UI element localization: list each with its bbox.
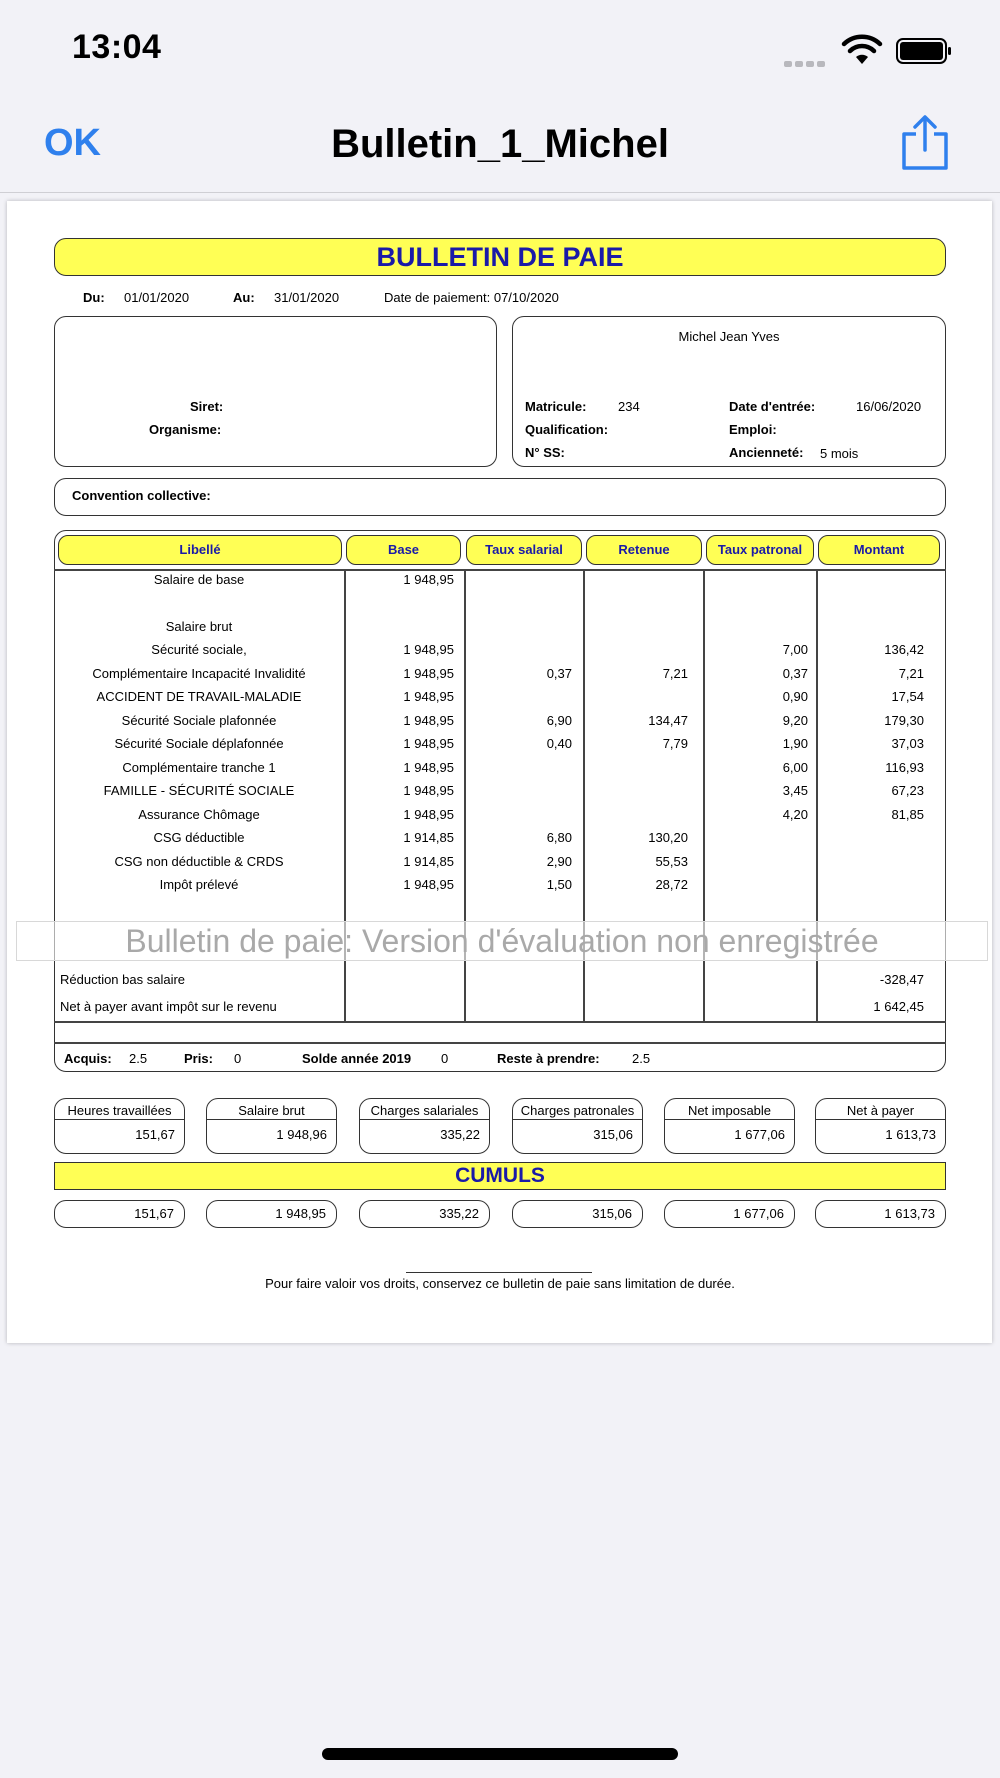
cumul-value: 1 948,95 xyxy=(206,1200,337,1228)
employee-name: Michel Jean Yves xyxy=(678,329,780,344)
cumul-value: 335,22 xyxy=(359,1200,490,1228)
status-time: 13:04 xyxy=(72,28,162,66)
matricule-label: Matricule: xyxy=(525,399,587,414)
navigation-bar xyxy=(0,100,1000,193)
wifi-icon xyxy=(840,34,884,66)
organisme-label: Organisme: xyxy=(149,422,222,437)
anciennete-label: Ancienneté: xyxy=(729,445,804,460)
share-icon[interactable] xyxy=(898,114,952,172)
cumuls-title: CUMULS xyxy=(54,1162,946,1190)
document-title-box xyxy=(54,238,946,276)
summary-value: 335,22 xyxy=(440,1127,480,1142)
summary-label: Net imposable xyxy=(687,1103,772,1118)
summary-label: Charges salariales xyxy=(370,1103,479,1118)
siret-label: Siret: xyxy=(190,399,224,414)
cumul-value: 315,06 xyxy=(512,1200,643,1228)
acquis-value: 2.5 xyxy=(129,1051,148,1066)
net-avant-impot-value: 1 642,45 xyxy=(873,999,924,1014)
home-indicator[interactable] xyxy=(322,1748,678,1760)
cumul-value: 1 677,06 xyxy=(664,1200,795,1228)
summary-value: 315,06 xyxy=(593,1127,633,1142)
date-paiement: Date de paiement: 07/10/2020 xyxy=(384,290,559,305)
au-label: Au: xyxy=(233,290,255,305)
du-value: 01/01/2020 xyxy=(124,290,190,305)
cumul-value: 151,67 xyxy=(54,1200,185,1228)
header-taux-salarial: Taux salarial xyxy=(466,535,582,565)
header-taux-patronal: Taux patronal xyxy=(706,535,814,565)
reste-label: Reste à prendre: xyxy=(497,1051,600,1066)
pris-label: Pris: xyxy=(184,1051,213,1066)
header-libelle: Libellé xyxy=(58,535,342,565)
nav-title: Bulletin_1_Michel xyxy=(331,122,669,166)
header-montant: Montant xyxy=(818,535,940,565)
signature-line xyxy=(406,1272,592,1273)
header-base: Base xyxy=(346,535,461,565)
reste-value: 2.5 xyxy=(632,1051,651,1066)
acquis-label: Acquis: xyxy=(64,1051,112,1066)
evaluation-watermark: Bulletin de paie: Version d'évaluation non enregistrée xyxy=(16,921,988,961)
table-header-divider xyxy=(54,569,946,571)
qualification-label: Qualification: xyxy=(525,422,609,437)
du-label: Du: xyxy=(83,290,105,305)
header-retenue: Retenue xyxy=(586,535,702,565)
document-title: BULLETIN DE PAIE xyxy=(376,242,624,272)
conges-divider xyxy=(54,1042,946,1044)
pris-value: 0 xyxy=(234,1051,242,1066)
summary-value: 1 613,73 xyxy=(885,1127,936,1142)
summary-label: Charges patronales xyxy=(520,1103,635,1118)
convention-label: Convention collective: xyxy=(72,488,211,503)
solde-label: Solde année 2019 xyxy=(302,1051,412,1066)
summary-label: Net à payer xyxy=(846,1103,915,1118)
solde-value: 0 xyxy=(441,1051,449,1066)
summary-value: 151,67 xyxy=(135,1127,175,1142)
battery-icon xyxy=(896,38,952,64)
summary-value: 1 677,06 xyxy=(734,1127,785,1142)
cumul-value: 1 613,73 xyxy=(815,1200,946,1228)
reduction-value: -328,47 xyxy=(879,972,924,987)
summary-value: 1 948,96 xyxy=(276,1127,327,1142)
ok-button[interactable]: OK xyxy=(44,122,101,164)
employer-box xyxy=(54,316,497,467)
date-entree-label: Date d'entrée: xyxy=(729,399,816,414)
au-value: 31/01/2020 xyxy=(274,290,340,305)
summary-label: Salaire brut xyxy=(238,1103,305,1118)
anciennete-value: 5 mois xyxy=(820,446,859,461)
date-entree-value: 16/06/2020 xyxy=(856,399,922,414)
matricule-value: 234 xyxy=(618,399,640,414)
summary-label: Heures travaillées xyxy=(67,1103,172,1118)
nss-label: N° SS: xyxy=(525,445,565,460)
payslip-table xyxy=(54,530,946,1072)
emploi-label: Emploi: xyxy=(729,422,777,437)
reduction-label: Réduction bas salaire xyxy=(60,972,186,987)
document-footer: Pour faire valoir vos droits, conservez ce bulletin de paie sans limitation de durée. xyxy=(265,1276,735,1291)
table-body-divider xyxy=(54,1021,946,1023)
status-bar xyxy=(0,0,1000,100)
cellular-signal-icon xyxy=(784,54,828,72)
net-avant-impot-label: Net à payer avant impôt sur le revenu xyxy=(60,999,277,1014)
